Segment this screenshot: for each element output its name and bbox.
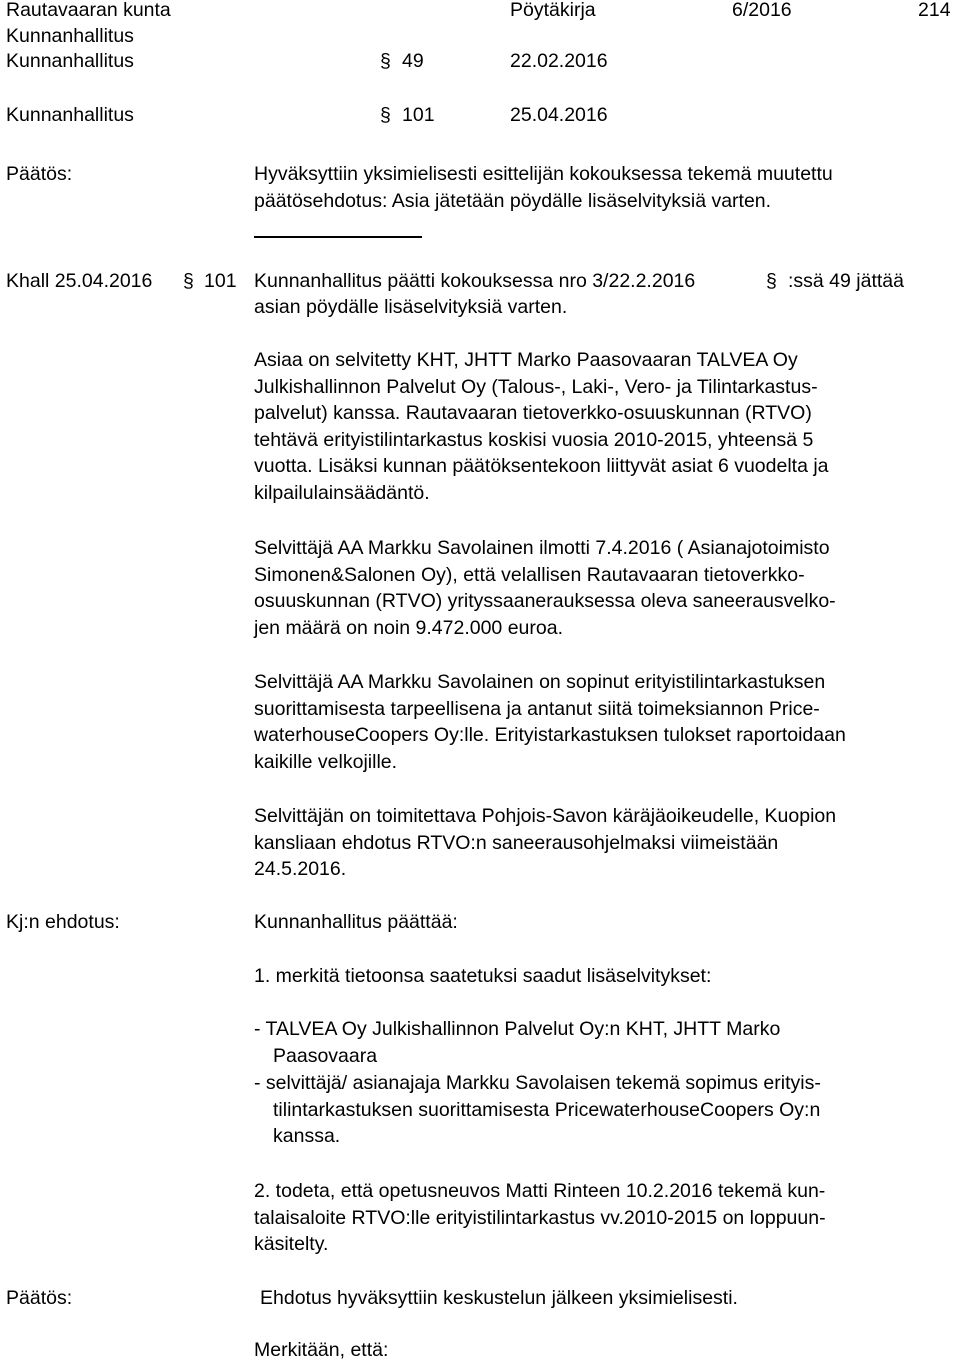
item-line: käsitelty. bbox=[254, 1233, 329, 1255]
paragraph-line: Julkishallinnon Palvelut Oy (Talous-, Laki-, Vero- ja Tilintarkastus- bbox=[254, 375, 818, 398]
paragraph-deadline bbox=[254, 803, 958, 883]
paragraph-line: tehtävä erityistilintarkastus koskisi vuosia 2010-2015, yhteensä 5 bbox=[254, 428, 814, 451]
paragraph-line: Simonen&Salonen Oy), että velallisen Rautavaaran tietoverkko- bbox=[254, 563, 805, 586]
page-number: 214 bbox=[918, 0, 951, 21]
paragraph-debts bbox=[254, 535, 958, 641]
paragraph-line: Selvittäjä AA Markku Savolainen ilmotti 7.4.2016 ( Asianajotoimisto bbox=[254, 537, 830, 559]
proposal-bullet-2 bbox=[254, 1070, 958, 1150]
paragraph-investigation bbox=[254, 347, 958, 506]
document-type: Pöytäkirja bbox=[510, 0, 596, 21]
section-mark-icon: § bbox=[380, 50, 391, 72]
bullet-line: - TALVEA Oy Julkishallinnon Palvelut Oy:n KHT, JHTT Marko bbox=[254, 1018, 781, 1040]
proposal-label: Kj:n ehdotus: bbox=[6, 911, 120, 933]
khall-reference-text: Kunnanhallitus päätti kokouksessa nro 3/22.2.2016 bbox=[254, 270, 696, 292]
proposal-bullet-1 bbox=[254, 1016, 958, 1069]
bullet-line: - selvittäjä/ asianajaja Markku Savolaisen tekemä sopimus erityis- bbox=[254, 1072, 821, 1094]
bullet-line: tilintarkastuksen suorittamisesta PricewaterhouseCoopers Oy:n bbox=[273, 1098, 821, 1121]
khall-reference: Khall 25.04.2016 bbox=[6, 270, 153, 292]
bullet-line: Paasovaara bbox=[273, 1044, 378, 1067]
paragraph-line: osuuskunnan (RTVO) yrityssaanerauksessa oleva saneerausvelko- bbox=[254, 590, 836, 612]
document-number: 6/2016 bbox=[732, 0, 792, 21]
separator-rule bbox=[254, 236, 422, 238]
section-mark-icon: § bbox=[183, 270, 194, 292]
paragraph-line: Asiaa on selvitetty KHT, JHTT Marko Paasovaaran TALVEA Oy bbox=[254, 349, 798, 371]
history-organ: Kunnanhallitus bbox=[6, 50, 134, 72]
decision-text: Ehdotus hyväksyttiin keskustelun jälkeen yksimielisesti. bbox=[260, 1287, 738, 1309]
paragraph-line: Selvittäjä AA Markku Savolainen on sopinut erityistilintarkastuksen bbox=[254, 671, 826, 693]
paragraph-line: suorittamisesta tarpeellisena ja antanut siitä toimeksiannon Price- bbox=[254, 697, 820, 720]
paragraph-line: kansliaan ehdotus RTVO:n saneerausohjelmaksi viimeistään bbox=[254, 831, 779, 854]
bullet-line: kanssa. bbox=[273, 1125, 341, 1147]
paragraph-line: Selvittäjän on toimitettava Pohjois-Savon käräjäoikeudelle, Kuopion bbox=[254, 805, 837, 827]
khall-section: 101 bbox=[204, 270, 237, 292]
proposal-item-1: 1. merkitä tietoonsa saatetuksi saadut lisäselvitykset: bbox=[254, 965, 712, 987]
paragraph-line: jen määrä on noin 9.472.000 euroa. bbox=[254, 616, 563, 639]
history-section: 49 bbox=[402, 50, 424, 72]
paragraph-line: waterhouseCoopers Oy:lle. Erityistarkastuksen tulokset raportoidaan bbox=[254, 724, 846, 746]
decision-label: Päätös: bbox=[6, 163, 73, 185]
closing-text: Merkitään, että: bbox=[254, 1339, 389, 1361]
khall-reference-text: asian pöydälle lisäselvityksiä varten. bbox=[254, 296, 568, 318]
decision-text-line: Hyväksyttiin yksimielisesti esittelijän kokouksessa tekemä muutettu bbox=[254, 163, 833, 185]
khall-reference-text: :ssä 49 jättää bbox=[788, 270, 904, 292]
item-line: talaisaloite RTVO:lle erityistilintarkastus vv.2010-2015 on loppuun- bbox=[254, 1206, 826, 1229]
municipality-name: Rautavaaran kunta bbox=[6, 0, 171, 21]
decision-text bbox=[254, 161, 958, 214]
decision-text-line: päätösehdotus: Asia jätetään pöydälle lisäselvityksiä varten. bbox=[254, 189, 772, 212]
paragraph-audit bbox=[254, 669, 958, 775]
history-date: 22.02.2016 bbox=[510, 50, 608, 72]
paragraph-line: palvelut) kanssa. Rautavaaran tietoverkko-osuuskunnan (RTVO) bbox=[254, 402, 812, 424]
paragraph-line: kilpailulainsäädäntö. bbox=[254, 481, 430, 504]
paragraph-line: kaikille velkojille. bbox=[254, 750, 398, 773]
proposal-item-2 bbox=[254, 1178, 958, 1258]
history-organ: Kunnanhallitus bbox=[6, 104, 134, 126]
section-mark-icon: § bbox=[380, 104, 391, 126]
decision-label: Päätös: bbox=[6, 1287, 73, 1309]
item-line: 2. todeta, että opetusneuvos Matti Rinteen 10.2.2016 tekemä kun- bbox=[254, 1180, 826, 1202]
history-section: 101 bbox=[402, 104, 435, 126]
body-name: Kunnanhallitus bbox=[6, 25, 134, 47]
paragraph-line: 24.5.2016. bbox=[254, 858, 347, 880]
proposal-heading: Kunnanhallitus päättää: bbox=[254, 911, 458, 933]
history-date: 25.04.2016 bbox=[510, 104, 608, 126]
paragraph-line: vuotta. Lisäksi kunnan päätöksentekoon liittyvät asiat 6 vuodelta ja bbox=[254, 455, 829, 477]
section-mark-icon: § bbox=[766, 270, 777, 292]
